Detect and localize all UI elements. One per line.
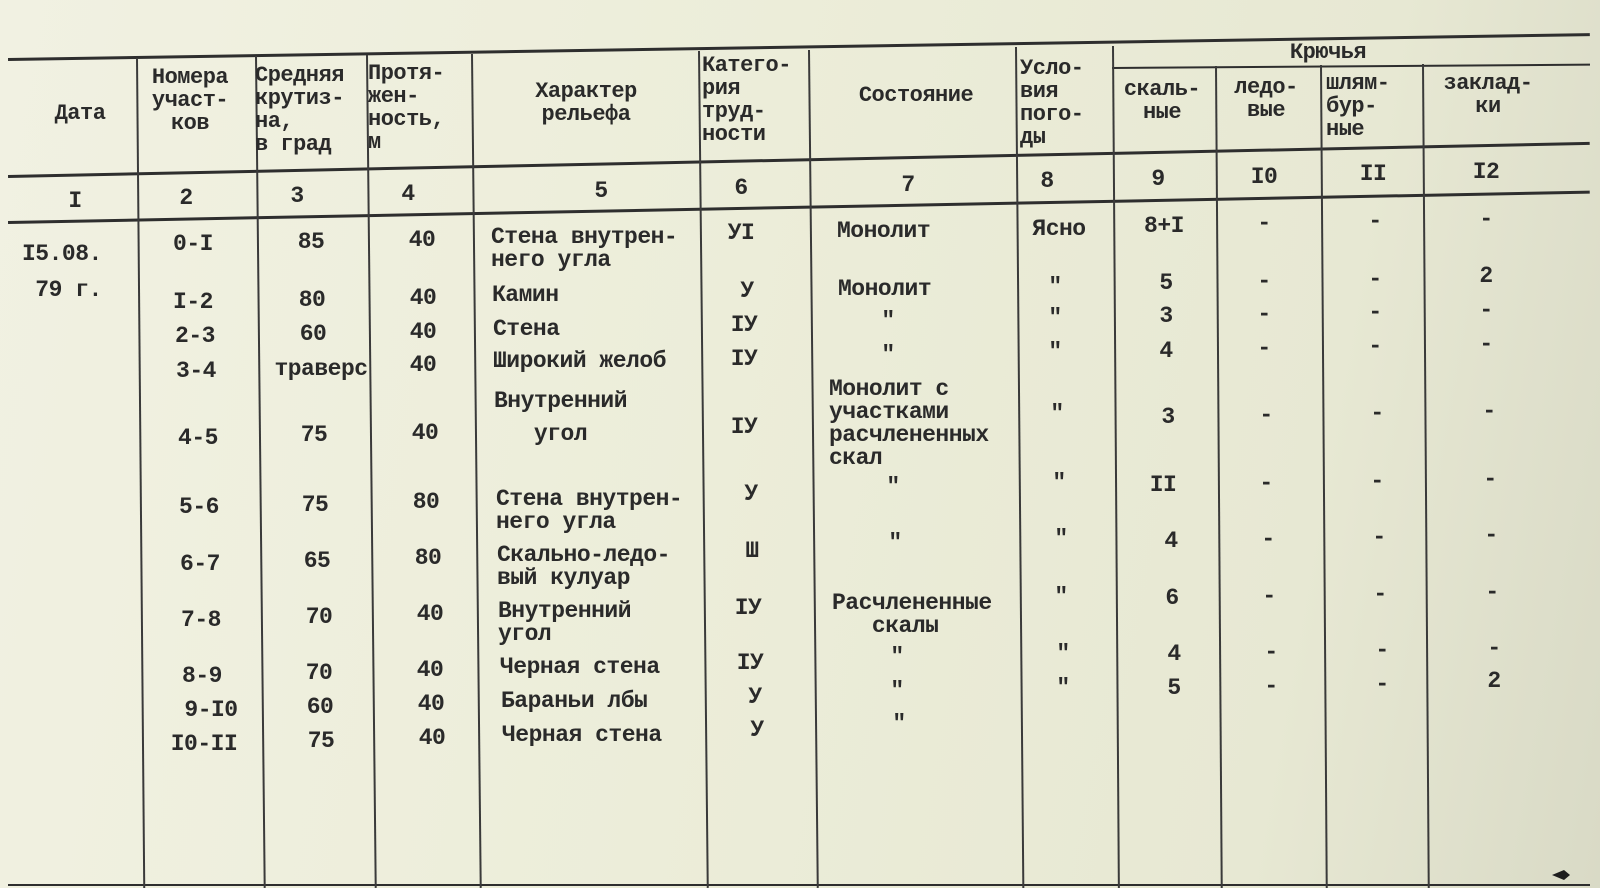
ice-pitons-cell: -: [1257, 301, 1271, 327]
column-divider: [698, 51, 708, 888]
category-cell: IУ: [734, 595, 762, 621]
weather-cell: ": [1048, 305, 1062, 331]
weather-cell: ": [1056, 641, 1070, 667]
ice-pitons-cell: -: [1259, 402, 1273, 428]
category-cell: IУ: [730, 414, 758, 440]
chocks-cell: -: [1484, 522, 1498, 548]
column-number: 3: [290, 183, 304, 209]
rock-pitons-cell: II: [1149, 472, 1177, 498]
category-cell: УI: [727, 220, 755, 246]
section-number: 7-8: [181, 607, 221, 633]
column-number: I0: [1250, 164, 1278, 190]
category-cell: У: [740, 278, 754, 304]
column-divider: [136, 58, 145, 888]
bolts-cell: -: [1370, 468, 1384, 494]
length-cell: 80: [414, 545, 442, 571]
weather-cell: ": [1050, 401, 1064, 427]
ice-pitons-cell: -: [1262, 583, 1276, 609]
steepness-cell: 75: [301, 492, 329, 518]
condition-cell: Расчлененные скалы: [832, 590, 992, 639]
header-ice-pitons: ледо- вые: [1234, 75, 1298, 123]
length-cell: 40: [416, 601, 444, 627]
weather-cell: ": [1056, 675, 1070, 701]
column-divider: [1215, 66, 1222, 888]
section-number: 9-I0: [184, 697, 238, 723]
weather-cell: ": [1054, 526, 1068, 552]
bottom-rule: [8, 884, 1590, 886]
bolts-cell: -: [1373, 581, 1387, 607]
header-condition: Состояние: [858, 83, 974, 108]
steepness-cell: 75: [300, 422, 328, 448]
ice-pitons-cell: -: [1257, 210, 1271, 236]
bolts-cell: -: [1368, 266, 1382, 292]
numbers-bottom-rule: [8, 188, 1590, 224]
steepness-cell: 70: [305, 660, 333, 686]
steepness-cell: 80: [298, 287, 326, 313]
column-divider: [1320, 65, 1327, 888]
condition-cell: Монолит с участками расчлененных скал: [829, 376, 989, 471]
section-number: 6-7: [180, 551, 220, 577]
terrain-cell: Камин: [492, 282, 559, 308]
rock-pitons-cell: 4: [1164, 528, 1178, 554]
length-cell: 40: [409, 319, 437, 345]
column-divider: [471, 54, 481, 888]
rock-pitons-cell: 4: [1167, 641, 1181, 667]
column-divider: [1422, 64, 1429, 888]
ice-pitons-cell: -: [1264, 673, 1278, 699]
weather-cell: Ясно: [1032, 216, 1086, 242]
chocks-cell: -: [1479, 331, 1493, 357]
header-section-numbers: Номера участ- ков: [151, 65, 229, 136]
terrain-cell: Внутренний угол: [498, 598, 632, 647]
terrain-cell: Стена: [493, 316, 560, 342]
bolts-cell: -: [1368, 299, 1382, 325]
steepness-cell: 85: [297, 229, 325, 255]
header-rock-pitons: скаль- ные: [1123, 77, 1201, 125]
ice-pitons-cell: -: [1257, 335, 1271, 361]
section-number: 3-4: [176, 358, 216, 384]
length-cell: 40: [418, 725, 446, 751]
category-cell: IУ: [730, 346, 758, 372]
weather-cell: ": [1048, 274, 1062, 300]
column-number: I: [68, 188, 82, 214]
section-number: 5-6: [179, 494, 219, 520]
terrain-cell: Стена внутрен- него угла: [496, 486, 683, 535]
bolts-cell: -: [1375, 671, 1389, 697]
column-number: I2: [1472, 159, 1500, 185]
category-cell: У: [744, 481, 758, 507]
condition-cell: ": [886, 474, 900, 500]
steepness-cell: траверс: [274, 356, 368, 382]
rock-pitons-cell: 5: [1159, 270, 1173, 296]
terrain-cell: Широкий желоб: [493, 348, 666, 374]
ice-pitons-cell: -: [1264, 639, 1278, 665]
steepness-cell: 75: [307, 728, 335, 754]
header-difficulty: Катего- рия труд- ности: [702, 53, 791, 147]
header-weather: Усло- вия пого- ды: [1020, 56, 1084, 150]
terrain-cell: Стена внутрен- него угла: [491, 224, 678, 273]
section-number: I-2: [173, 289, 213, 315]
condition-cell: ": [881, 342, 895, 368]
column-number: 2: [179, 185, 193, 211]
terrain-cell: Черная стена: [500, 654, 660, 680]
weather-cell: ": [1052, 470, 1066, 496]
condition-cell: ": [890, 644, 904, 670]
column-divider: [255, 56, 265, 888]
column-number: 7: [901, 172, 915, 198]
header-pitons-group: Крючья: [1289, 40, 1367, 65]
condition-cell: Монолит: [837, 218, 931, 244]
rock-pitons-cell: 6: [1165, 585, 1179, 611]
steepness-cell: 60: [306, 694, 334, 720]
header-bolts: шлям- бур- ные: [1326, 71, 1390, 142]
chocks-cell: -: [1483, 466, 1497, 492]
steepness-cell: 70: [305, 604, 333, 630]
weather-cell: ": [1054, 584, 1068, 610]
chocks-cell: 2: [1479, 263, 1493, 289]
chocks-cell: -: [1482, 398, 1496, 424]
steepness-cell: 60: [299, 321, 327, 347]
ice-pitons-cell: -: [1257, 268, 1271, 294]
chocks-cell: -: [1485, 579, 1499, 605]
length-cell: 80: [412, 489, 440, 515]
ice-pitons-cell: -: [1261, 526, 1275, 552]
rock-pitons-cell: 3: [1159, 303, 1173, 329]
section-number: I0-II: [170, 731, 238, 757]
category-cell: IУ: [730, 312, 758, 338]
column-divider: [808, 50, 818, 888]
date-cell: I5.08. 79 г.: [22, 241, 102, 303]
ice-pitons-cell: -: [1259, 470, 1273, 496]
length-cell: 40: [416, 657, 444, 683]
length-cell: 40: [411, 420, 439, 446]
category-cell: IУ: [736, 650, 764, 676]
column-number: 4: [401, 181, 415, 207]
column-number: 6: [734, 175, 748, 201]
bolts-cell: -: [1368, 208, 1382, 234]
condition-cell: Монолит: [838, 276, 932, 302]
length-cell: 40: [409, 352, 437, 378]
condition-cell: ": [890, 678, 904, 704]
column-number: 8: [1040, 168, 1054, 194]
section-number: 0-I: [173, 231, 213, 257]
condition-cell: ": [881, 308, 895, 334]
column-divider: [1015, 47, 1024, 888]
header-date: Дата: [54, 101, 106, 126]
section-number: 8-9: [182, 663, 222, 689]
category-cell: Ш: [745, 538, 759, 564]
condition-cell: ": [892, 711, 906, 737]
rock-pitons-cell: 8+I: [1144, 213, 1184, 239]
weather-cell: ": [1048, 339, 1062, 365]
header-length: Протя- жен- ность, м: [368, 61, 445, 155]
terrain-cell: Внутренний угол: [494, 388, 628, 447]
category-cell: У: [748, 684, 762, 710]
chocks-cell: -: [1479, 206, 1493, 232]
rock-pitons-cell: 3: [1161, 404, 1175, 430]
header-terrain: Характер рельефа: [535, 79, 637, 127]
terrain-cell: Скально-ледо- вый кулуар: [497, 542, 670, 591]
header-bottom-rule: [8, 142, 1590, 178]
terrain-cell: Бараньи лбы: [501, 688, 648, 714]
column-number: 9: [1151, 166, 1165, 192]
steepness-cell: 65: [303, 548, 331, 574]
rock-pitons-cell: 5: [1167, 675, 1181, 701]
category-cell: У: [750, 717, 764, 743]
chocks-cell: 2: [1487, 668, 1501, 694]
condition-cell: ": [888, 530, 902, 556]
length-cell: 40: [409, 285, 437, 311]
page-corner-mark-icon: [1552, 868, 1570, 882]
chocks-cell: -: [1487, 635, 1501, 661]
bolts-cell: -: [1375, 637, 1389, 663]
bolts-cell: -: [1368, 333, 1382, 359]
header-chocks: заклад- ки: [1443, 71, 1533, 119]
column-divider: [366, 55, 376, 888]
length-cell: 40: [408, 227, 436, 253]
terrain-cell: Черная стена: [502, 722, 662, 748]
bolts-cell: -: [1370, 400, 1384, 426]
header-avg-steepness: Средняя крутиз- на, в град: [255, 63, 344, 157]
bolts-cell: -: [1372, 524, 1386, 550]
section-number: 2-3: [175, 323, 215, 349]
column-number: 5: [594, 178, 608, 204]
section-number: 4-5: [178, 425, 218, 451]
column-number: II: [1359, 161, 1387, 187]
column-divider: [1112, 46, 1119, 888]
rock-pitons-cell: 4: [1159, 338, 1173, 364]
length-cell: 40: [417, 691, 445, 717]
chocks-cell: -: [1479, 297, 1493, 323]
